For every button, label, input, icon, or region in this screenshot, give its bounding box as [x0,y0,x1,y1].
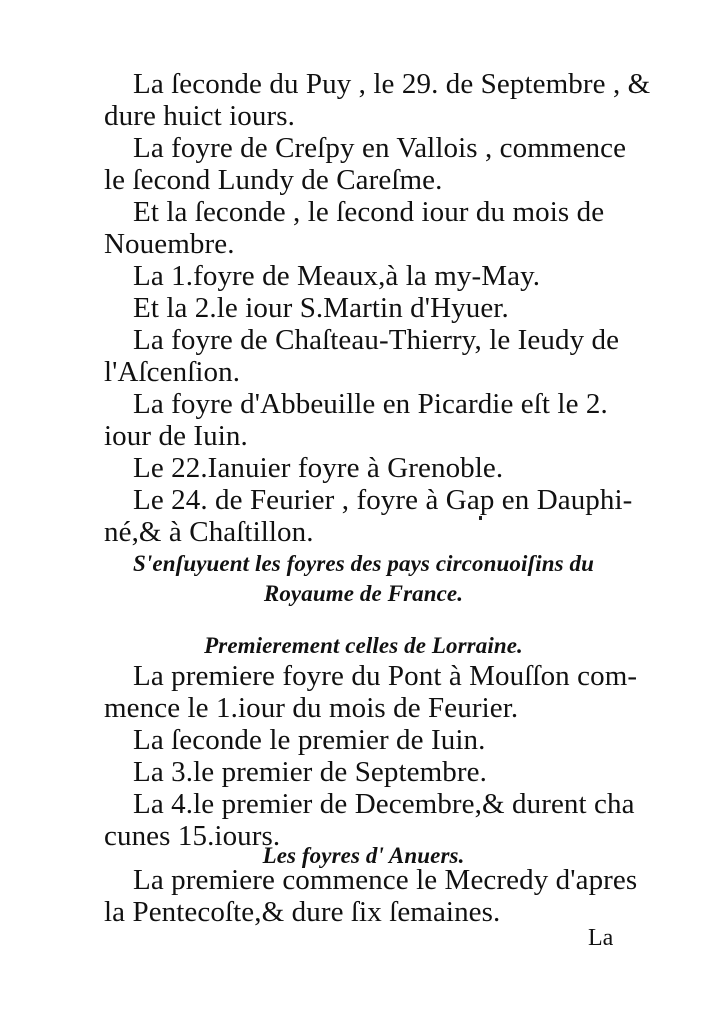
text-line: Et la 2.le iour S.Martin d'Hyuer. [133,292,509,324]
section-heading-line1: S'enſuyuent les foyres des pays circonuoiſins du [133,551,594,576]
text-line: La premiere commence le Mecredy d'apres [133,864,638,896]
text-line: La ſeconde du Puy , le 29. de Septembre , & [133,68,651,100]
ink-speck [479,516,482,520]
text-line: La foyre de Chaſteau-Thierry, le Ieudy de [133,324,620,356]
text-line: le ſecond Lundy de Careſme. [104,164,443,196]
text-line: La ſeconde le premier de Iuin. [133,724,486,756]
text-line: l'Aſcenſion. [104,356,241,388]
lorraine-heading: Premierement celles de Lorraine. [204,633,523,658]
text-line: la Pentecoſte,& dure ſix ſemaines. [104,896,501,928]
text-line: dure huict iours. [104,100,295,132]
text-line: La foyre de Creſpy en Vallois , commence [133,132,627,164]
text-line: La 4.le premier de Decembre,& durent cha [133,788,635,820]
text-line: iour de Iuin. [104,420,248,452]
text-line: Et la ſeconde , le ſecond iour du mois de [133,196,605,228]
anuers-heading: Les foyres d' Anuers. [262,843,465,868]
text-line: Le 24. de Feurier , foyre à Gap en Dauphi- [133,484,633,516]
text-line: La 1.foyre de Meaux,à la my-May. [133,260,541,292]
text-line: La 3.le premier de Septembre. [133,756,487,788]
text-line: La foyre d'Abbeuille en Picardie eſt le 2. [133,388,608,420]
text-line: mence le 1.iour du mois de Feurier. [104,692,519,724]
text-line: La premiere foyre du Pont à Mouſſon com- [133,660,638,692]
text-line: Nouembre. [104,228,235,260]
section-heading-line2: Royaume de France. [263,581,464,606]
text-line: cunes 15.iours. [104,820,281,852]
text-line: Le 22.Ianuier foyre à Grenoble. [133,452,504,484]
catchword: La [588,925,614,951]
text-line: né,& à Chaſtillon. [104,516,314,548]
